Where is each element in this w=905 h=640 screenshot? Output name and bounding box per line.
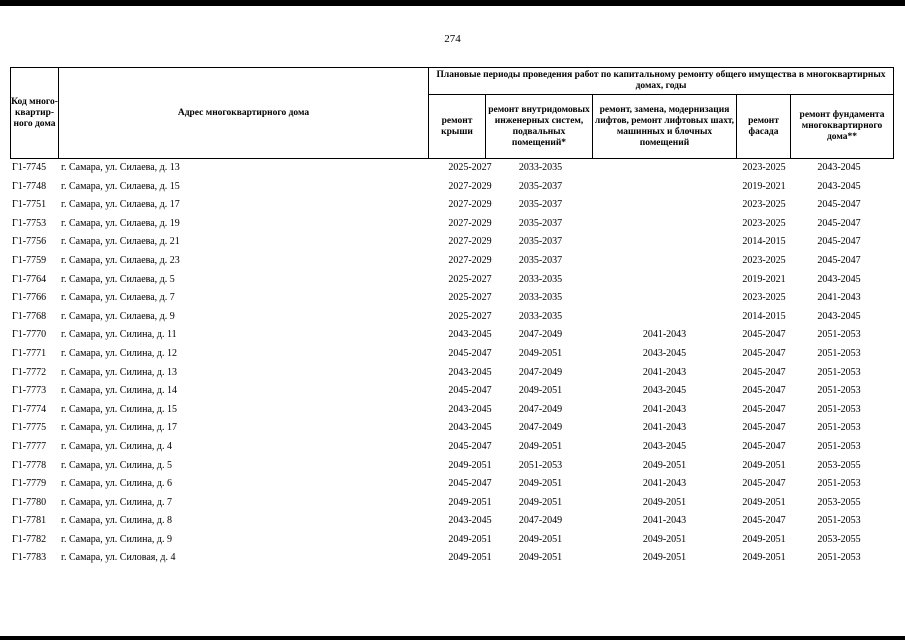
- cell-foundation: 2051-2053: [817, 440, 861, 452]
- cell-roof: 2027-2029: [448, 180, 492, 192]
- table-row: [10, 327, 870, 346]
- cell-facade: 2045-2047: [742, 385, 786, 397]
- cell-lifts: 2043-2045: [642, 385, 687, 397]
- cell-facade: 2014-2015: [742, 236, 786, 248]
- cell-foundation: 2045-2047: [817, 199, 861, 211]
- table-row: [10, 476, 870, 495]
- cell-code: Г1-7753: [12, 217, 47, 229]
- header-lifts: ремонт, замена, модернизация лифтов, ремонт лифтовых шахт, машинных и блочных помещений: [592, 94, 737, 159]
- cell-utilities: 2035-2037: [518, 180, 563, 192]
- cell-foundation: 2051-2053: [817, 366, 861, 378]
- cell-foundation: 2051-2053: [817, 385, 861, 397]
- cell-address: г. Самара, ул. Силаева, д. 21: [61, 236, 180, 248]
- table-row: [10, 160, 870, 179]
- cell-roof: 2045-2047: [448, 440, 492, 452]
- cell-foundation: 2051-2053: [817, 422, 861, 434]
- cell-address: г. Самара, ул. Силина, д. 4: [61, 440, 173, 452]
- cell-facade: 2019-2021: [742, 180, 786, 192]
- cell-code: Г1-7748: [12, 180, 47, 192]
- cell-lifts: 2041-2043: [642, 403, 687, 415]
- cell-lifts: 2041-2043: [642, 515, 687, 527]
- cell-address: г. Самара, ул. Силина, д. 17: [61, 422, 178, 434]
- cell-code: Г1-7759: [12, 254, 47, 266]
- bottom-border: [0, 636, 905, 640]
- cell-code: Г1-7745: [12, 162, 47, 173]
- cell-facade: 2045-2047: [742, 478, 786, 490]
- cell-address: г. Самара, ул. Силина, д. 14: [61, 385, 178, 397]
- table-row: [10, 197, 870, 216]
- cell-roof: 2049-2051: [448, 459, 492, 471]
- cell-code: Г1-7777: [12, 440, 47, 452]
- cell-code: Г1-7756: [12, 236, 47, 248]
- table-row: [10, 346, 870, 365]
- cell-utilities: 2033-2035: [518, 273, 563, 285]
- table-row: [10, 234, 870, 253]
- table-row: [10, 216, 870, 235]
- cell-roof: 2043-2045: [448, 329, 492, 341]
- cell-code: Г1-7751: [12, 199, 47, 211]
- cell-utilities: 2047-2049: [518, 403, 563, 415]
- header-periods: Плановые периоды проведения работ по капитальному ремонту общего имущества в многоквартирных домах, годы: [428, 67, 894, 95]
- cell-foundation: 2051-2053: [817, 403, 861, 415]
- table-row: [10, 290, 870, 309]
- cell-foundation: 2043-2045: [817, 180, 861, 192]
- cell-lifts: 2041-2043: [642, 329, 687, 341]
- cell-utilities: 2047-2049: [518, 366, 563, 378]
- table-row: [10, 179, 870, 198]
- cell-facade: 2049-2051: [742, 552, 786, 564]
- cell-utilities: 2049-2051: [518, 478, 563, 490]
- cell-foundation: 2051-2053: [817, 478, 861, 490]
- cell-foundation: 2051-2053: [817, 329, 861, 341]
- cell-roof: 2025-2027: [448, 162, 492, 173]
- cell-code: Г1-7773: [12, 385, 47, 397]
- cell-foundation: 2045-2047: [817, 236, 861, 248]
- cell-address: г. Самара, ул. Силина, д. 11: [61, 329, 177, 341]
- cell-foundation: 2043-2045: [817, 162, 861, 173]
- cell-foundation: 2053-2055: [817, 459, 861, 471]
- table-body: [10, 160, 870, 569]
- cell-facade: 2045-2047: [742, 329, 786, 341]
- cell-utilities: 2033-2035: [518, 310, 563, 322]
- cell-lifts: 2049-2051: [642, 496, 687, 508]
- cell-roof: 2049-2051: [448, 496, 492, 508]
- table-row: [10, 253, 870, 272]
- cell-utilities: 2049-2051: [518, 347, 563, 359]
- cell-foundation: 2041-2043: [817, 292, 861, 304]
- cell-utilities: 2049-2051: [518, 440, 563, 452]
- cell-address: г. Самара, ул. Силаева, д. 15: [61, 180, 180, 192]
- cell-utilities: 2047-2049: [518, 422, 563, 434]
- cell-foundation: 2051-2053: [817, 347, 861, 359]
- cell-facade: 2023-2025: [742, 217, 786, 229]
- cell-facade: 2023-2025: [742, 292, 786, 304]
- cell-roof: 2045-2047: [448, 478, 492, 490]
- cell-roof: 2027-2029: [448, 254, 492, 266]
- table-row: [10, 402, 870, 421]
- cell-lifts: 2043-2045: [642, 347, 687, 359]
- cell-facade: 2045-2047: [742, 422, 786, 434]
- cell-facade: 2019-2021: [742, 273, 786, 285]
- cell-address: г. Самара, ул. Силина, д. 5: [61, 459, 173, 471]
- cell-code: Г1-7764: [12, 273, 47, 285]
- cell-lifts: 2049-2051: [642, 533, 687, 545]
- cell-address: г. Самара, ул. Силина, д. 8: [61, 515, 173, 527]
- table-row: [10, 513, 870, 532]
- cell-facade: 2023-2025: [742, 199, 786, 211]
- cell-roof: 2049-2051: [448, 533, 492, 545]
- header-facade: ремонт фасада: [736, 94, 791, 159]
- cell-facade: 2045-2047: [742, 366, 786, 378]
- cell-address: г. Самара, ул. Силаева, д. 19: [61, 217, 180, 229]
- cell-lifts: 2049-2051: [642, 552, 687, 564]
- cell-utilities: 2047-2049: [518, 329, 563, 341]
- table-row: [10, 383, 870, 402]
- cell-facade: 2023-2025: [742, 254, 786, 266]
- table-row: [10, 532, 870, 551]
- cell-utilities: 2035-2037: [518, 236, 563, 248]
- cell-foundation: 2045-2047: [817, 254, 861, 266]
- cell-address: г. Самара, ул. Силина, д. 12: [61, 347, 178, 359]
- header-utilities: ремонт внутридомовых инженерных систем, подвальных помещений*: [485, 94, 593, 159]
- cell-address: г. Самара, ул. Силина, д. 7: [61, 496, 173, 508]
- cell-address: г. Самара, ул. Силаева, д. 9: [61, 310, 175, 322]
- cell-roof: 2043-2045: [448, 422, 492, 434]
- cell-code: Г1-7781: [12, 515, 47, 527]
- cell-roof: 2043-2045: [448, 366, 492, 378]
- cell-address: г. Самара, ул. Силаева, д. 5: [61, 273, 175, 285]
- cell-roof: 2025-2027: [448, 273, 492, 285]
- cell-code: Г1-7768: [12, 310, 47, 322]
- cell-address: г. Самара, ул. Силовая, д. 4: [61, 552, 176, 564]
- cell-roof: 2027-2029: [448, 217, 492, 229]
- cell-utilities: 2049-2051: [518, 533, 563, 545]
- cell-roof: 2045-2047: [448, 385, 492, 397]
- cell-foundation: 2043-2045: [817, 273, 861, 285]
- cell-utilities: 2047-2049: [518, 515, 563, 527]
- cell-code: Г1-7783: [12, 552, 47, 564]
- cell-utilities: 2049-2051: [518, 385, 563, 397]
- header-address: Адрес многоквартирного дома: [58, 67, 429, 159]
- cell-utilities: 2033-2035: [518, 292, 563, 304]
- cell-lifts: 2041-2043: [642, 366, 687, 378]
- cell-foundation: 2053-2055: [817, 533, 861, 545]
- cell-facade: 2045-2047: [742, 440, 786, 452]
- cell-foundation: 2051-2053: [817, 552, 861, 564]
- cell-roof: 2027-2029: [448, 199, 492, 211]
- cell-address: г. Самара, ул. Силаева, д. 23: [61, 254, 180, 266]
- cell-lifts: 2041-2043: [642, 422, 687, 434]
- page-number: 274: [444, 33, 461, 45]
- header-code: Код много-квартир-ного дома: [10, 67, 59, 159]
- cell-facade: 2014-2015: [742, 310, 786, 322]
- cell-utilities: 2033-2035: [518, 162, 563, 173]
- header-foundation: ремонт фундамента многоквартирного дома**: [790, 94, 894, 159]
- cell-code: Г1-7778: [12, 459, 47, 471]
- header-roof: ремонт крыши: [428, 94, 486, 159]
- cell-utilities: 2035-2037: [518, 199, 563, 211]
- cell-utilities: 2049-2051: [518, 496, 563, 508]
- cell-address: г. Самара, ул. Силаева, д. 17: [61, 199, 180, 211]
- cell-facade: 2049-2051: [742, 496, 786, 508]
- cell-code: Г1-7766: [12, 292, 47, 304]
- cell-code: Г1-7782: [12, 533, 47, 545]
- cell-utilities: 2049-2051: [518, 552, 563, 564]
- cell-address: г. Самара, ул. Силина, д. 15: [61, 403, 178, 415]
- cell-address: г. Самара, ул. Силаева, д. 7: [61, 292, 175, 304]
- table-row: [10, 420, 870, 439]
- table-row: [10, 439, 870, 458]
- cell-lifts: 2049-2051: [642, 459, 687, 471]
- cell-roof: 2043-2045: [448, 515, 492, 527]
- table-row: [10, 309, 870, 328]
- cell-address: г. Самара, ул. Силина, д. 13: [61, 366, 178, 378]
- cell-code: Г1-7780: [12, 496, 47, 508]
- cell-roof: 2045-2047: [448, 347, 492, 359]
- table-row: [10, 365, 870, 384]
- top-border: [0, 0, 905, 6]
- cell-facade: 2023-2025: [742, 162, 786, 173]
- cell-roof: 2025-2027: [448, 310, 492, 322]
- cell-lifts: 2041-2043: [642, 478, 687, 490]
- cell-facade: 2049-2051: [742, 533, 786, 545]
- cell-foundation: 2053-2055: [817, 496, 861, 508]
- cell-roof: 2049-2051: [448, 552, 492, 564]
- cell-facade: 2045-2047: [742, 515, 786, 527]
- cell-address: г. Самара, ул. Силина, д. 6: [61, 478, 173, 490]
- cell-facade: 2049-2051: [742, 459, 786, 471]
- table-row: [10, 495, 870, 514]
- cell-utilities: 2035-2037: [518, 254, 563, 266]
- cell-utilities: 2051-2053: [518, 459, 563, 471]
- cell-code: Г1-7775: [12, 422, 47, 434]
- cell-code: Г1-7771: [12, 347, 47, 359]
- cell-facade: 2045-2047: [742, 403, 786, 415]
- cell-foundation: 2043-2045: [817, 310, 861, 322]
- cell-code: Г1-7770: [12, 329, 47, 341]
- table-row: [10, 550, 870, 569]
- cell-utilities: 2035-2037: [518, 217, 563, 229]
- cell-address: г. Самара, ул. Силаева, д. 13: [61, 162, 180, 173]
- cell-foundation: 2051-2053: [817, 515, 861, 527]
- cell-roof: 2027-2029: [448, 236, 492, 248]
- cell-code: Г1-7774: [12, 403, 47, 415]
- cell-code: Г1-7779: [12, 478, 47, 490]
- table-row: [10, 458, 870, 477]
- cell-roof: 2043-2045: [448, 403, 492, 415]
- cell-roof: 2025-2027: [448, 292, 492, 304]
- cell-lifts: 2043-2045: [642, 440, 687, 452]
- cell-facade: 2045-2047: [742, 347, 786, 359]
- cell-code: Г1-7772: [12, 366, 47, 378]
- cell-address: г. Самара, ул. Силина, д. 9: [61, 533, 173, 545]
- cell-foundation: 2045-2047: [817, 217, 861, 229]
- table-row: [10, 272, 870, 291]
